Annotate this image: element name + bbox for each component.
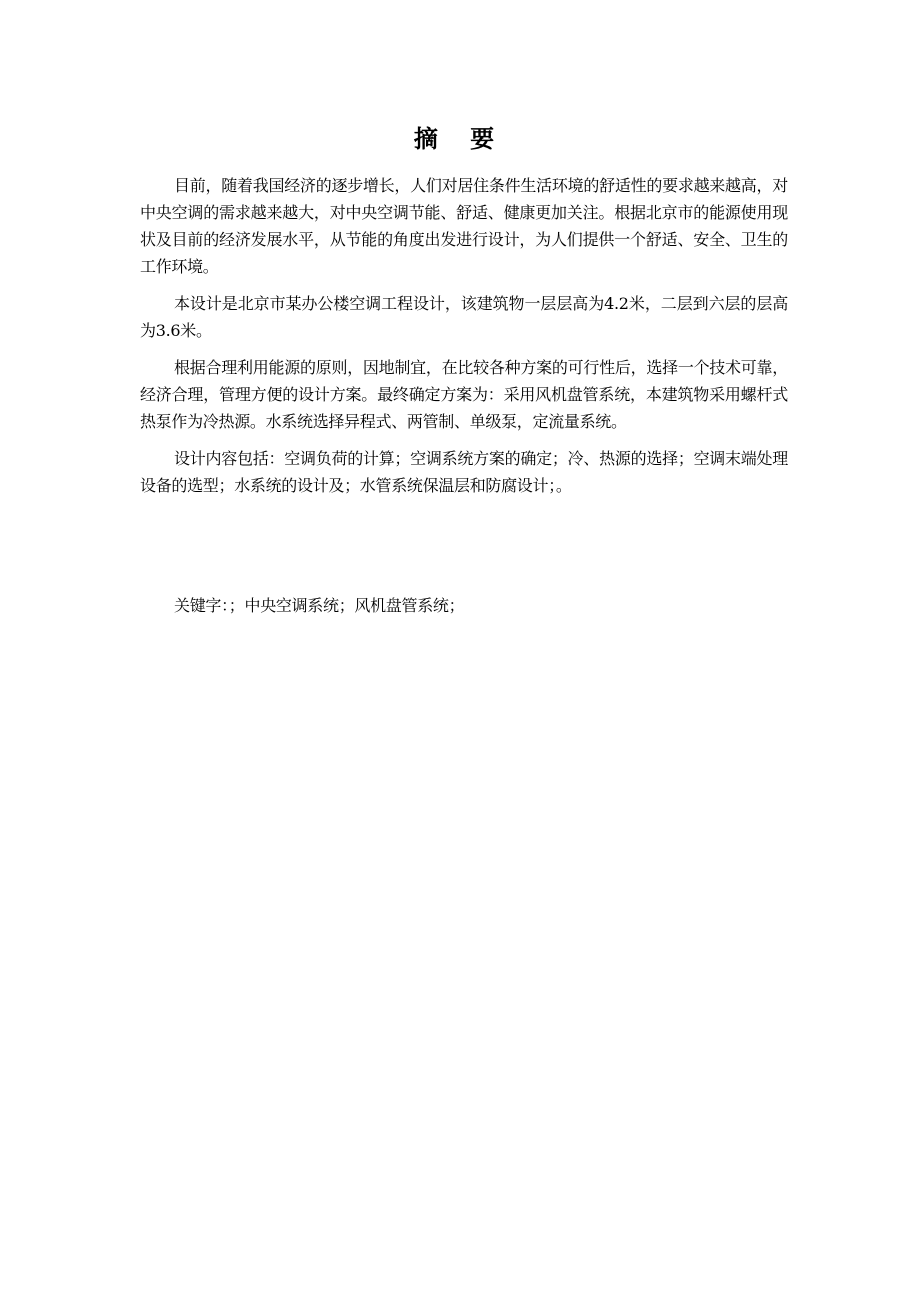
paragraph-contents: 设计内容包括：空调负荷的计算；空调系统方案的确定；冷、热源的选择；空调末端处理设备的选型；水系统的设计及；水管系统保温层和防腐设计；。 <box>140 449 788 495</box>
paragraph-intro: 目前，随着我国经济的逐步增长，人们对居住条件生活环境的舒适性的要求越来越高，对中央空调的需求越来越大，对中央空调节能、舒适、健康更加关注。根据北京市的能源使用现状及目前的经济发展水平，从节能的角度出发进行设计，为人们提供一个舒适、安全、卫生的工作环境。 <box>140 176 788 276</box>
keywords-line: 关键字：；中央空调系统；风机盘管系统； <box>174 596 465 615</box>
paragraph-building: 本设计是北京市某办公楼空调工程设计，该建筑物一层层高为4.2米，二层到六层的层高为3.6米。 <box>140 294 788 340</box>
abstract-body <box>140 172 788 509</box>
paragraph-scheme: 根据合理利用能源的原则，因地制宜，在比较各种方案的可行性后，选择一个技术可靠，经济合理，管理方便的设计方案。最终确定方案为：采用风机盘管系统，本建筑物采用螺杆式热泵作为冷热源。水系统选择异程式、两管制、单级泵，定流量系统。 <box>140 358 788 431</box>
page-title: 摘 要 <box>413 125 507 153</box>
